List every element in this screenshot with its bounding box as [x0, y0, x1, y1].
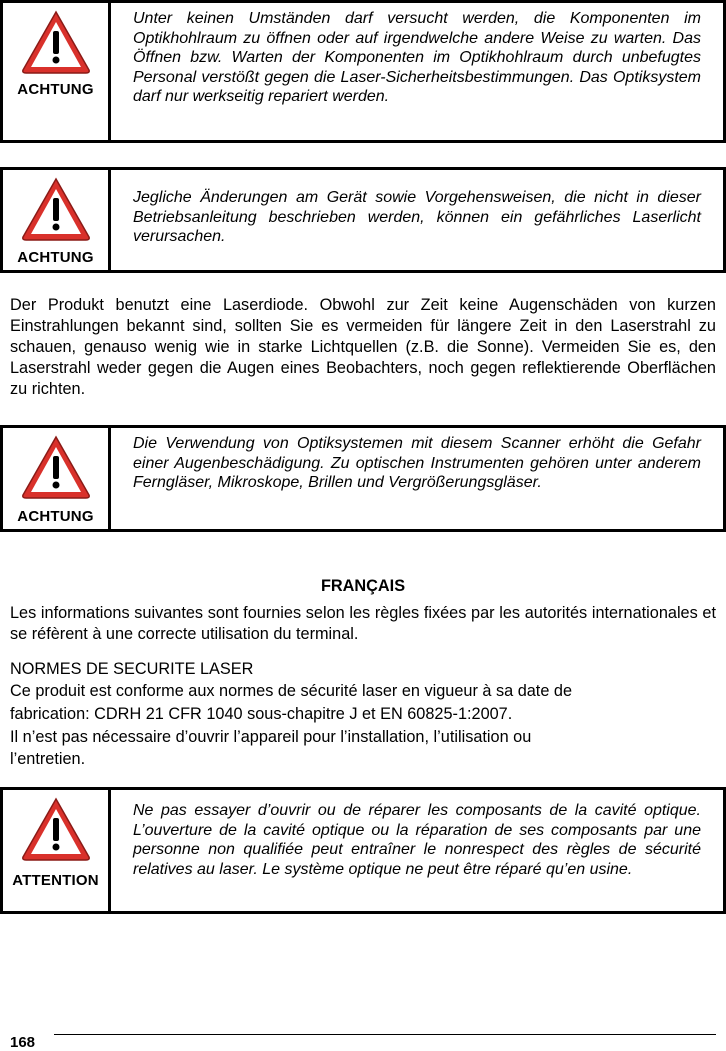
section-heading-francais: FRANÇAIS — [320, 577, 406, 595]
notice-label: ACHTUNG — [17, 508, 94, 525]
laser-safety-subheading: NORMES DE SECURITE LASER — [10, 660, 254, 678]
page-number: 168 — [10, 1034, 36, 1051]
warning-icon-cell — [3, 170, 111, 270]
warning-triangle-icon — [20, 434, 92, 500]
notice-text: Die Verwendung von Optiksystemen mit diesem Scanner erhöht die Gefahr einer Augenbeschädigung. Zu optischen Instrumenten gehören unter anderem Ferngläser, Mikroskope, Brillen und Vergrößerungsgläser. — [133, 435, 701, 492]
french-text-line: l’entretien. — [10, 750, 86, 768]
warning-icon-cell — [3, 3, 111, 140]
warning-triangle-icon — [20, 176, 92, 242]
warning-notice-3 — [0, 425, 726, 532]
footer-rule — [54, 1034, 716, 1035]
warning-notice-1 — [0, 0, 726, 143]
warning-triangle-icon — [20, 9, 92, 75]
warning-notice-4 — [0, 787, 726, 914]
notice-text: Jegliche Änderungen am Gerät sowie Vorgehensweisen, die nicht in dieser Betriebsanleitung beschrieben werden, können ein gefährliches Laserlicht verursachen. — [133, 189, 701, 246]
french-text-line: Il n’est pas nécessaire d’ouvrir l’appareil pour l’installation, l’utilisation ou — [10, 728, 532, 746]
notice-label: ACHTUNG — [17, 81, 94, 98]
warning-icon-cell — [3, 790, 111, 911]
french-text-line: fabrication: CDRH 21 CFR 1040 sous-chapitre J et EN 60825-1:2007. — [10, 705, 513, 723]
german-laser-paragraph: Der Produkt benutzt eine Laserdiode. Obwohl zur Zeit keine Augenschäden von kurzen Einstrahlungen bekannt sind, sollten Sie es vermeiden für längere Zeit in den Laserstrahl zu schauen, genauso wenig wie in starke Lichtquellen (z.B. die Sonne). Vermeiden Sie es, den Laserstrahl weder gegen die Augen eines Beobachters, noch gegen reflektierende Oberflächen zu richten. — [10, 296, 716, 398]
notice-label: ACHTUNG — [17, 249, 94, 266]
french-intro-paragraph: Les informations suivantes sont fournies selon les règles fixées par les autorités internationales et se réfèrent à une correcte utilisation du terminal. — [10, 604, 716, 643]
french-text-line: Ce produit est conforme aux normes de sécurité laser en vigueur à sa date de — [10, 682, 573, 700]
warning-triangle-icon — [20, 796, 92, 862]
notice-label: ATTENTION — [12, 872, 99, 889]
notice-text: Ne pas essayer d’ouvrir ou de réparer les composants de la cavité optique. L’ouverture de la cavité optique ou la réparation de ses composants par une personne non qualifiée peut entraîner le nonrespect des règles de sécurité relatives au laser. Le système optique ne peut être réparé qu’en usine. — [133, 802, 701, 878]
warning-icon-cell — [3, 428, 111, 529]
notice-text: Unter keinen Umständen darf versucht werden, die Komponenten im Optikhohlraum zu öffnen oder auf irgendwelche andere Weise zu warten. Das Öffnen bzw. Warten der Komponenten im Optikhohlraum durch unbefugtes Personal verstößt gegen die Laser-Sicherheitsbestimmungen. Das Optiksystem darf nur werkseitig repariert werden. — [133, 10, 701, 106]
warning-notice-2 — [0, 167, 726, 273]
